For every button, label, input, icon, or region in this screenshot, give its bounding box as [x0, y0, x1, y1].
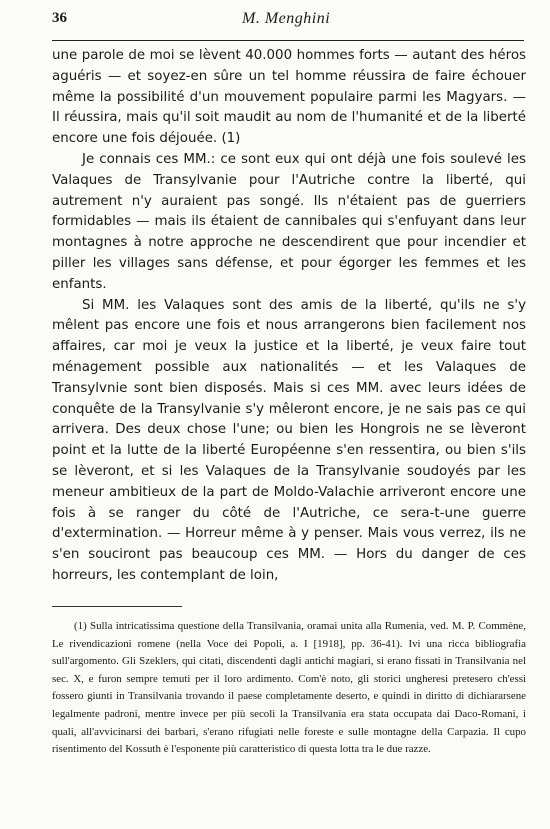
footnote: (1) Sulla intricatissima questione della Transilvania, oramai unita alla Rumenia, ved. M. P. Commène, Le rivendicazioni romene (nella Voce dei Popoli, a. I [1918], pp. 36-41). Ivi una ricca bibliografia sull'argomento. Gli Szeklers, qui citati, discendenti dagli antichi magiari, si erano fissati in Transilvania nel sec. X, e furon sempre temuti per il loro ardimento. Com'è noto, gli storici ungheresi pretesero ch'essi fossero giunti in Transilvania trovando il paese completamente deserto, e quindi in diritto di dichiararsene legalmente padroni, mentre invece per più secoli la Transilvania era stata occupata dai Daco-Romani, i quali, all'avvicinarsi dei barbari, s'erano rifugiati nelle foreste e sulle montagne della Carpazia. Il cupo risentimento del Kossuth è l'esponente più caratteristico di questa lotta tra le due razze.	[52, 620, 526, 756]
page-number: 36	[52, 10, 67, 26]
paragraph: Je connais ces MM.: ce sont eux qui ont déjà une fois soulevé les Valaques de Transylvanie pour l'Autriche contre la liberté, qui autrement n'y auraient pas songé. Ils n'étaient pas de guerriers formidables — mais ils étaient de cannibales qui s'enfuyant dans leur montagnes à notre approche ne descendirent que pour incendier et piller les villages sans défense, et pour égorger les femmes et les enfants.	[52, 151, 526, 292]
header-rule	[52, 40, 524, 41]
footnote-rule	[52, 606, 182, 607]
footnotes	[52, 618, 526, 759]
paragraph-continued: une parole de moi se lèvent 40.000 hommes forts — autant des héros aguéris — et soyez-en sûre un tel homme réussira de faire échouer même la possibilité d'un mouvement populaire parmi les Magyars. — Il réussira, mais qu'il soit maudit au nom de l'humanité et de la liberté encore une fois déjouée. (1)	[52, 48, 526, 147]
running-head	[52, 10, 524, 34]
paragraph: Si MM. les Valaques sont des amis de la liberté, qu'ils ne s'y mêlent pas encore une fois et nous arrangerons bien facilement nos affaires, car moi je veux la justice et la liberté, je veux faire tout ménagement possible aux nationalités — et les Valaques de Transylvnie sont bien disposés. Mais si ces MM. avec leurs idées de conquête de la Transylvanie s'y mêleront encore, je ne sais pas ce qui arrivera. Des deux chose l'une; ou bien les Hongrois ne se lèveront point et la lutte de la liberté Européenne s'en ressentira, ou bien s'ils se lèveront, et si les Valaques de la Transylvanie soudoyés par les meneur ambitieux de la part de Moldo-Valachie arriveront encore une fois à se ranger du côté de l'Autriche, ce sera-t-une guerre d'extermination. — Horreur même à y penser. Mais vous verrez, ils ne s'en souciront pas beaucoup ces MM. — Hors du danger de ces horreurs, les contemplant de loin,	[52, 297, 526, 583]
body-text	[52, 46, 526, 587]
running-title: M. Menghini	[242, 10, 331, 27]
